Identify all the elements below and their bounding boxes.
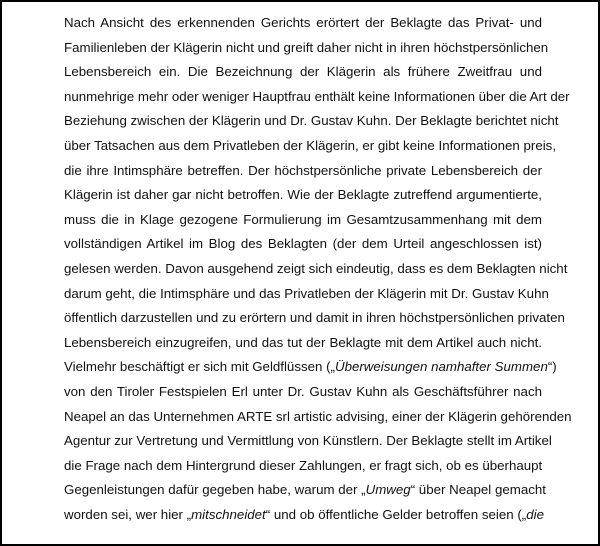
text-line [64, 85, 570, 110]
text-segment: Agentur zur Vertretung und Vermittlung von Künstlern. Der Beklagte stellt im Artikel [64, 433, 552, 449]
text-segment: “ und ob öffentliche Gelder betroffen seien („ [265, 506, 527, 522]
text-line [64, 306, 565, 331]
text-segment: Vielmehr beschäftigt er sich mit Geldflüssen („ [64, 359, 335, 375]
text-segment: Neapel an das Unternehmen ARTE srl artistic advising, einer der Klägerin gehörenden [64, 408, 572, 424]
text-line [64, 380, 542, 405]
text-line [64, 159, 542, 184]
text-line [64, 405, 572, 430]
text-segment: Gegenleistungen dafür gegeben habe, warum der „ [64, 482, 366, 498]
text-segment: Lebensbereich ein. Die Bezeichnung der Klägerin als frühere Zweitfrau und [64, 64, 542, 80]
text-segment: gelesen werden. Davon ausgehend zeigt sich eindeutig, dass es dem Beklagten nicht [64, 260, 568, 276]
text-segment: Nach Ansicht des erkennenden Gerichts erörtert der Beklagte das Privat- und [64, 15, 542, 30]
text-segment: vollständigen Artikel im Blog des Beklagten (der dem Urteil angeschlossen ist) [64, 236, 542, 252]
italic-quote: die [526, 506, 544, 522]
text-line [64, 331, 542, 356]
text-segment: Beziehung zwischen der Klägerin und Dr. Gustav Kuhn. Der Beklagte berichtet nicht [64, 113, 559, 129]
text-line [64, 355, 557, 380]
text-line [64, 478, 546, 503]
text-segment: Lebensbereich einzugreifen, und das tut der Beklagte mit dem Artikel auch nicht. [64, 334, 542, 350]
text-segment: Familienleben der Klägerin nicht und greift daher nicht in ihren höchstpersönlichen [64, 39, 549, 55]
text-line [64, 134, 557, 159]
italic-quote: mitschneidet [191, 506, 266, 522]
text-segment: “) [547, 359, 557, 375]
text-line [64, 36, 549, 61]
text-segment: nunmehrige mehr oder weniger Hauptfrau enthält keine Informationen über die Art der [64, 88, 570, 104]
text-line [64, 183, 542, 208]
text-line [64, 503, 542, 528]
text-segment: die ihre Intimsphäre betreffen. Der höchstpersönliche private Lebensbereich der [64, 162, 542, 178]
text-segment: muss die in Klage gezogene Formulierung im Gesamtzusammenhang mit dem [64, 211, 542, 227]
text-line [64, 60, 542, 85]
text-segment: öffentlich darzustellen und zu erörtern und damit in ihren höchstpersönlichen privaten [64, 310, 565, 326]
text-line [64, 257, 568, 282]
text-segment: Klägerin ist daher gar nicht betroffen. Wie der Beklagte zutreffend argumentierte, [64, 187, 542, 203]
text-line [64, 454, 542, 479]
text-line [64, 208, 542, 233]
text-line [64, 232, 542, 257]
italic-quote: Überweisungen namhafter Summen [334, 359, 548, 375]
text-segment: von den Tiroler Festspielen Erl unter Dr. Gustav Kuhn als Geschäftsführer nach [64, 383, 542, 399]
text-line [64, 109, 559, 134]
text-segment: worden sei, wer hier „ [64, 506, 192, 522]
text-line [64, 282, 549, 307]
text-segment: darum geht, die Intimsphäre und das Privatleben der Klägerin mit Dr. Gustav Kuhn [64, 285, 549, 301]
text-line [64, 11, 542, 36]
text-segment: die Frage nach dem Hintergrund dieser Zahlungen, er fragt sich, ob es überhaupt [64, 457, 543, 473]
document-text [64, 11, 572, 527]
text-line [64, 429, 552, 454]
text-segment: über Tatsachen aus dem Privatleben der Klägerin, er gibt keine Informationen preis, [64, 137, 557, 153]
italic-quote: Umweg [365, 482, 411, 498]
text-segment: “ über Neapel gemacht [410, 482, 546, 498]
